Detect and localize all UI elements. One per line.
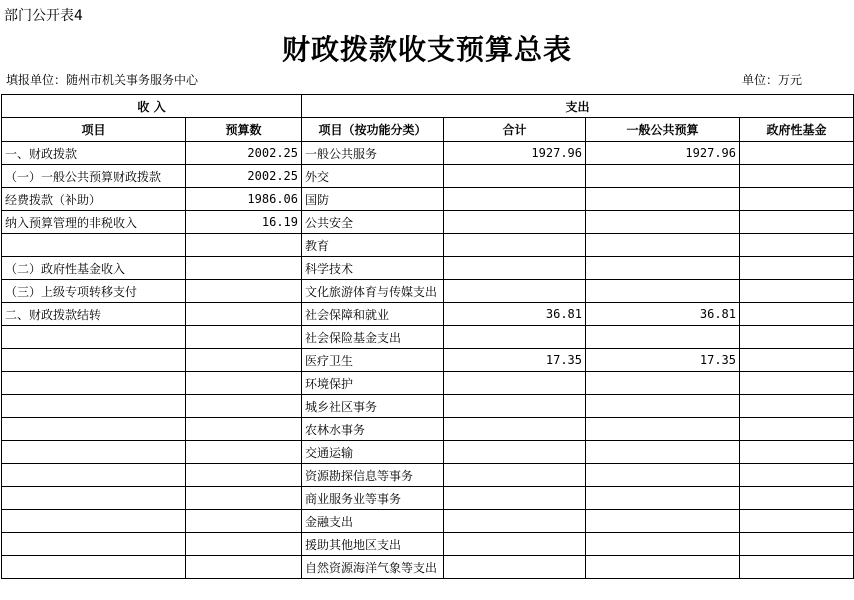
col-header-total: 合计 bbox=[444, 118, 586, 142]
band-row bbox=[2, 95, 854, 118]
table-row bbox=[2, 349, 854, 372]
cell-amount bbox=[186, 326, 302, 349]
cell-item bbox=[2, 441, 186, 464]
table-row bbox=[2, 372, 854, 395]
cell-item: 一、财政拨款 bbox=[2, 142, 186, 165]
cell-government-fund bbox=[740, 556, 854, 579]
cell-amount: 2002.25 bbox=[186, 142, 302, 165]
col-header-item: 项目 bbox=[2, 118, 186, 142]
cell-general-budget: 17.35 bbox=[586, 349, 740, 372]
cell-total bbox=[444, 395, 586, 418]
table-row bbox=[2, 395, 854, 418]
cell-expense-item: 社会保险基金支出 bbox=[302, 326, 444, 349]
cell-amount bbox=[186, 487, 302, 510]
cell-item bbox=[2, 234, 186, 257]
table-row bbox=[2, 165, 854, 188]
cell-government-fund bbox=[740, 234, 854, 257]
cell-total bbox=[444, 280, 586, 303]
cell-general-budget bbox=[586, 395, 740, 418]
cell-expense-item: 一般公共服务 bbox=[302, 142, 444, 165]
cell-total bbox=[444, 441, 586, 464]
cell-government-fund bbox=[740, 142, 854, 165]
cell-government-fund bbox=[740, 211, 854, 234]
cell-total bbox=[444, 510, 586, 533]
cell-general-budget bbox=[586, 464, 740, 487]
cell-expense-item: 资源勘探信息等事务 bbox=[302, 464, 444, 487]
cell-total bbox=[444, 188, 586, 211]
col-header-government-fund: 政府性基金 bbox=[740, 118, 854, 142]
table-row bbox=[2, 326, 854, 349]
cell-amount bbox=[186, 234, 302, 257]
cell-item: （二）政府性基金收入 bbox=[2, 257, 186, 280]
cell-expense-item: 城乡社区事务 bbox=[302, 395, 444, 418]
cell-expense-item: 援助其他地区支出 bbox=[302, 533, 444, 556]
table-row bbox=[2, 142, 854, 165]
cell-expense-item: 医疗卫生 bbox=[302, 349, 444, 372]
cell-total: 36.81 bbox=[444, 303, 586, 326]
cell-total bbox=[444, 211, 586, 234]
cell-government-fund bbox=[740, 464, 854, 487]
cell-general-budget: 1927.96 bbox=[586, 142, 740, 165]
cell-government-fund bbox=[740, 303, 854, 326]
cell-expense-item: 农林水事务 bbox=[302, 418, 444, 441]
cell-general-budget bbox=[586, 372, 740, 395]
document-tag: 部门公开表4 bbox=[4, 8, 83, 24]
column-header-row bbox=[2, 118, 854, 142]
cell-government-fund bbox=[740, 280, 854, 303]
cell-expense-item: 文化旅游体育与传媒支出 bbox=[302, 280, 444, 303]
cell-amount: 16.19 bbox=[186, 211, 302, 234]
cell-government-fund bbox=[740, 165, 854, 188]
cell-expense-item: 交通运输 bbox=[302, 441, 444, 464]
table-row bbox=[2, 464, 854, 487]
cell-government-fund bbox=[740, 326, 854, 349]
cell-amount bbox=[186, 349, 302, 372]
cell-government-fund bbox=[740, 395, 854, 418]
col-header-amount: 预算数 bbox=[186, 118, 302, 142]
cell-item bbox=[2, 556, 186, 579]
cell-expense-item: 国防 bbox=[302, 188, 444, 211]
budget-table bbox=[1, 94, 854, 579]
cell-government-fund bbox=[740, 349, 854, 372]
cell-item bbox=[2, 418, 186, 441]
cell-amount bbox=[186, 395, 302, 418]
cell-total bbox=[444, 326, 586, 349]
cell-amount bbox=[186, 533, 302, 556]
cell-item bbox=[2, 510, 186, 533]
table-row bbox=[2, 211, 854, 234]
cell-item: （一）一般公共预算财政拨款 bbox=[2, 165, 186, 188]
cell-general-budget bbox=[586, 165, 740, 188]
cell-item bbox=[2, 487, 186, 510]
cell-expense-item: 外交 bbox=[302, 165, 444, 188]
cell-item: （三）上级专项转移支付 bbox=[2, 280, 186, 303]
cell-item bbox=[2, 372, 186, 395]
cell-government-fund bbox=[740, 487, 854, 510]
table-row bbox=[2, 188, 854, 211]
cell-expense-item: 金融支出 bbox=[302, 510, 444, 533]
page-title: 财政拨款收支预算总表 bbox=[281, 33, 572, 66]
cell-total bbox=[444, 533, 586, 556]
cell-government-fund bbox=[740, 188, 854, 211]
cell-item bbox=[2, 464, 186, 487]
table-row bbox=[2, 441, 854, 464]
cell-amount bbox=[186, 464, 302, 487]
cell-government-fund bbox=[740, 257, 854, 280]
cell-government-fund bbox=[740, 441, 854, 464]
cell-general-budget bbox=[586, 510, 740, 533]
table-row bbox=[2, 487, 854, 510]
cell-amount bbox=[186, 303, 302, 326]
income-band-header: 收 入 bbox=[2, 95, 302, 118]
table-row bbox=[2, 303, 854, 326]
cell-amount bbox=[186, 372, 302, 395]
cell-expense-item: 环境保护 bbox=[302, 372, 444, 395]
cell-total bbox=[444, 257, 586, 280]
table-row bbox=[2, 556, 854, 579]
cell-general-budget: 36.81 bbox=[586, 303, 740, 326]
currency-unit: 单位：万元 bbox=[742, 73, 803, 87]
cell-total bbox=[444, 556, 586, 579]
cell-amount: 2002.25 bbox=[186, 165, 302, 188]
col-header-general-budget: 一般公共预算 bbox=[586, 118, 740, 142]
cell-total bbox=[444, 165, 586, 188]
cell-total bbox=[444, 487, 586, 510]
cell-general-budget bbox=[586, 418, 740, 441]
cell-total bbox=[444, 234, 586, 257]
cell-general-budget bbox=[586, 487, 740, 510]
table-row bbox=[2, 533, 854, 556]
cell-amount bbox=[186, 510, 302, 533]
cell-general-budget bbox=[586, 280, 740, 303]
cell-general-budget bbox=[586, 211, 740, 234]
cell-general-budget bbox=[586, 326, 740, 349]
cell-government-fund bbox=[740, 372, 854, 395]
cell-government-fund bbox=[740, 533, 854, 556]
cell-amount bbox=[186, 418, 302, 441]
cell-government-fund bbox=[740, 510, 854, 533]
table-row bbox=[2, 418, 854, 441]
cell-expense-item: 自然资源海洋气象等支出 bbox=[302, 556, 444, 579]
cell-amount bbox=[186, 441, 302, 464]
cell-total: 17.35 bbox=[444, 349, 586, 372]
cell-general-budget bbox=[586, 533, 740, 556]
cell-general-budget bbox=[586, 441, 740, 464]
cell-general-budget bbox=[586, 556, 740, 579]
expense-band-header: 支出 bbox=[302, 95, 854, 118]
cell-total bbox=[444, 464, 586, 487]
cell-amount bbox=[186, 257, 302, 280]
cell-expense-item: 商业服务业等事务 bbox=[302, 487, 444, 510]
cell-expense-item: 教育 bbox=[302, 234, 444, 257]
cell-item: 二、财政拨款结转 bbox=[2, 303, 186, 326]
cell-general-budget bbox=[586, 257, 740, 280]
cell-general-budget bbox=[586, 234, 740, 257]
cell-expense-item: 公共安全 bbox=[302, 211, 444, 234]
table-row bbox=[2, 257, 854, 280]
cell-total: 1927.96 bbox=[444, 142, 586, 165]
cell-item bbox=[2, 533, 186, 556]
cell-total bbox=[444, 372, 586, 395]
cell-item bbox=[2, 395, 186, 418]
cell-amount bbox=[186, 556, 302, 579]
cell-total bbox=[444, 418, 586, 441]
table-row bbox=[2, 510, 854, 533]
cell-amount bbox=[186, 280, 302, 303]
cell-general-budget bbox=[586, 188, 740, 211]
cell-expense-item: 社会保障和就业 bbox=[302, 303, 444, 326]
cell-government-fund bbox=[740, 418, 854, 441]
cell-expense-item: 科学技术 bbox=[302, 257, 444, 280]
cell-item bbox=[2, 349, 186, 372]
table-row bbox=[2, 280, 854, 303]
cell-item: 纳入预算管理的非税收入 bbox=[2, 211, 186, 234]
table-row bbox=[2, 234, 854, 257]
col-header-expense-item: 项目（按功能分类） bbox=[302, 118, 444, 142]
cell-amount: 1986.06 bbox=[186, 188, 302, 211]
cell-item: 经费拨款（补助） bbox=[2, 188, 186, 211]
cell-item bbox=[2, 326, 186, 349]
filing-unit: 填报单位：随州市机关事务服务中心 bbox=[6, 73, 199, 87]
